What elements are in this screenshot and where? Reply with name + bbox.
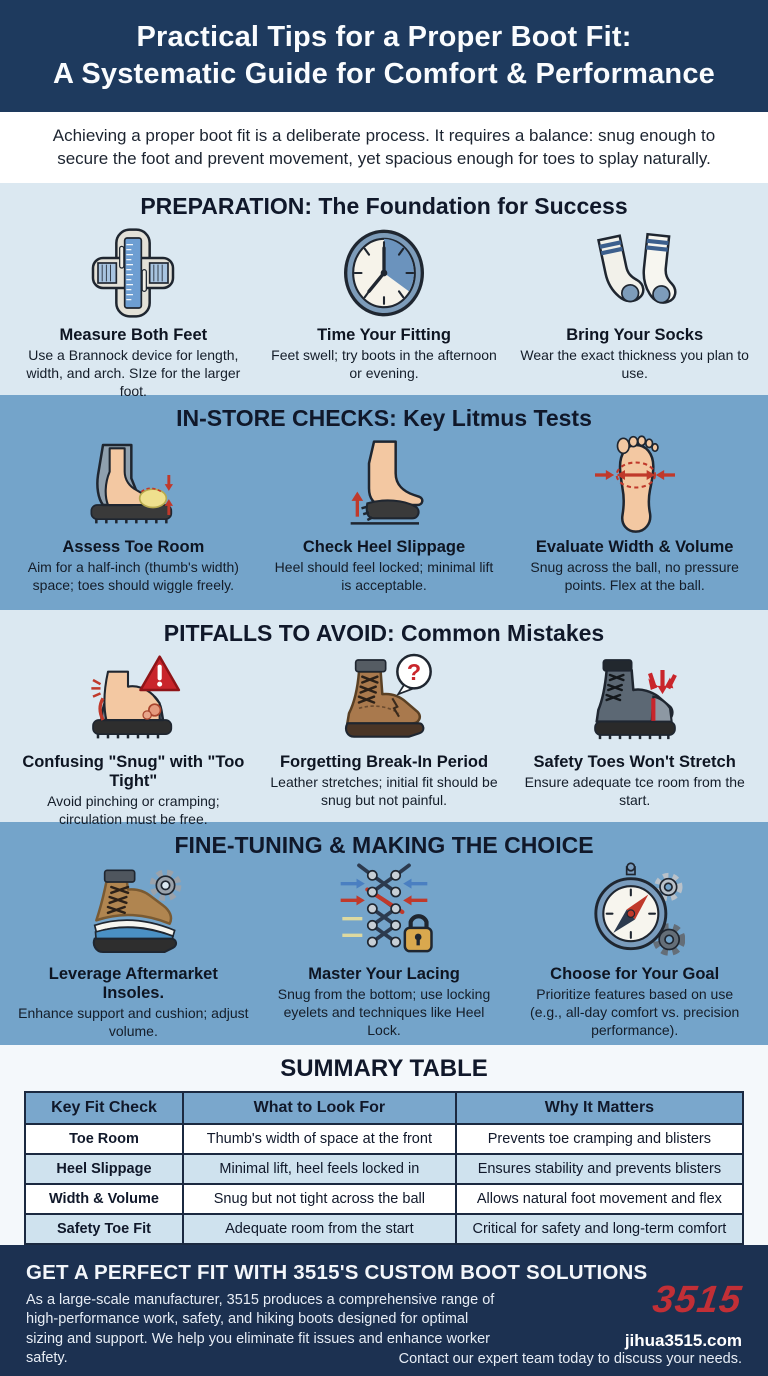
card-text: Heel should feel locked; minimal lift is acceptable. [274,559,494,594]
card-evaluate-width-volume [509,434,760,594]
table-header-row [25,1092,743,1124]
col-header: What to Look For [183,1092,456,1124]
brannock-device-icon [83,223,183,323]
summary-section [0,1045,768,1245]
break-in-boot-icon [334,650,434,750]
card-title: Bring Your Socks [566,326,704,344]
card-assess-toe-room [8,434,259,594]
card-text: Feet swell; try boots in the afternoon or evening. [271,347,497,382]
preparation-cards [0,222,768,401]
table-cell: Allows natural foot movement and flex [456,1184,743,1214]
footer-banner [0,1245,768,1376]
table-cell: Safety Toe Fit [25,1214,183,1244]
card-bring-your-socks [509,222,760,401]
socks-icon [585,223,685,323]
footer-heading: GET A PERFECT FIT WITH 3515'S CUSTOM BOOT SOLUTIONS [26,1261,648,1284]
website-text: jihua3515.com [624,1331,742,1350]
card-text: Ensure adequate tce room from the start. [524,774,745,809]
section-preparation-heading: PREPARATION: The Foundation for Success [140,193,628,219]
compass-gears-icon [585,862,685,962]
section-in-store-heading: IN-STORE CHECKS: Key Litmus Tests [176,405,592,431]
card-text: Use a Brannock device for length, width, and arch. SIze for the larger foot. [26,347,241,400]
section-preparation [0,183,768,400]
lacing-icon [334,862,434,962]
section-pitfalls-heading: PITFALLS TO AVOID: Common Mistakes [163,620,605,646]
card-text: Wear the exact thickness you plan to use. [520,347,749,382]
heel-slippage-icon [334,435,434,535]
card-text: Avoid pinching or cramping; circulation must be free. [47,793,220,828]
table-cell: Width & Volume [25,1184,183,1214]
table-cell: Thumb's width of space at the front [183,1124,456,1154]
foot-width-icon [585,435,685,535]
table-cell: Ensures stability and prevents blisters [456,1154,743,1184]
page-title-line1: Practical Tips for a Proper Boot Fit: [136,20,632,53]
tight-fit-warning-icon [83,650,183,750]
card-title: Evaluate Width & Volume [535,538,734,556]
footer-body-text: As a large-scale manufacturer, 3515 produces a comprehensive range of high-performance work, safety, and hiking boots designed for optimal sizing and support. We help you eliminate fit issues and enhance worker safety. [26,1292,495,1366]
card-title: Master Your Lacing [308,965,460,983]
table-row [25,1124,743,1154]
header-banner [0,0,768,112]
table-cell: Toe Room [25,1124,183,1154]
card-measure-both-feet [8,222,259,401]
table-row [25,1154,743,1184]
card-text: Snug across the ball, no pressure points. Flex at the ball. [530,559,739,594]
card-text: Aim for a half-inch (thumb's width) space; toes should wiggle freely. [27,559,239,594]
col-header: Key Fit Check [25,1092,183,1124]
table-cell: Prevents toe cramping and blisters [456,1124,743,1154]
card-aftermarket-insoles [8,861,259,1040]
summary-heading: SUMMARY TABLE [280,1055,488,1082]
table-row [25,1184,743,1214]
svg-text:?: ? [406,659,422,685]
page-title [0,19,768,93]
card-title: Measure Both Feet [59,326,208,344]
clock-icon [334,223,434,323]
card-too-tight [8,649,259,828]
card-title: Assess Toe Room [62,538,205,556]
brand-3515-logo: 3515 [650,1279,745,1321]
card-title: Leverage Aftermarket Insoles. [48,965,218,1002]
safety-toe-icon [585,650,685,750]
intro-section [0,112,768,183]
insole-boot-icon [83,862,183,962]
card-text: Prioritize features based on use (e.g., all-day comfort vs. precision performance). [530,986,740,1039]
table-cell: Snug but not tight across the ball [183,1184,456,1214]
card-title: Check Heel Slippage [302,538,466,556]
card-text: Enhance support and cushion; adjust volume. [18,1005,249,1040]
card-master-lacing [259,861,510,1040]
card-title: Choose for Your Goal [550,965,720,983]
brand-block [624,1279,745,1351]
intro-text: Achieving a proper boot fit is a deliberate process. It requires a balance: snug enough to secure the foot and prevent movement, yet spacious enough for toes to splay naturally. [52,126,716,168]
toe-room-icon [83,435,183,535]
card-title: Safety Toes Won't Stretch [533,753,736,771]
card-text: Leather stretches; initial fit should be snug but not painful. [270,774,498,809]
card-safety-toes [509,649,760,828]
table-cell: Minimal lift, heel feels locked in [183,1154,456,1184]
col-header: Why It Matters [456,1092,743,1124]
section-in-store-checks [0,395,768,610]
table-cell: Heel Slippage [25,1154,183,1184]
card-choose-goal [509,861,760,1040]
section-pitfalls [0,610,768,828]
section-fine-tuning [0,822,768,1045]
table-cell: Critical for safety and long-term comfort [456,1214,743,1244]
section-fine-tuning-heading: FINE-TUNING & MAKING THE CHOICE [174,832,594,858]
card-title: Time Your Fitting [317,326,451,344]
table-cell: Adequate room from the start [183,1214,456,1244]
pitfalls-cards [0,649,768,828]
footer-contact-text: Contact our expert team today to discuss your needs. [398,1351,742,1367]
card-text: Snug from the bottom; use locking eyelets and techniques like Heel Lock. [277,986,491,1039]
page-title-line2: A Systematic Guide for Comfort & Performance [53,58,715,90]
summary-table [24,1091,744,1245]
card-break-in-period [259,649,510,828]
card-check-heel-slippage [259,434,510,594]
card-title: Confusing "Snug" with "Too Tight" [22,753,245,790]
card-time-your-fitting [259,222,510,401]
in-store-cards [0,434,768,594]
card-title: Forgetting Break-In Period [279,753,489,771]
table-row [25,1214,743,1244]
fine-tuning-cards [0,861,768,1040]
